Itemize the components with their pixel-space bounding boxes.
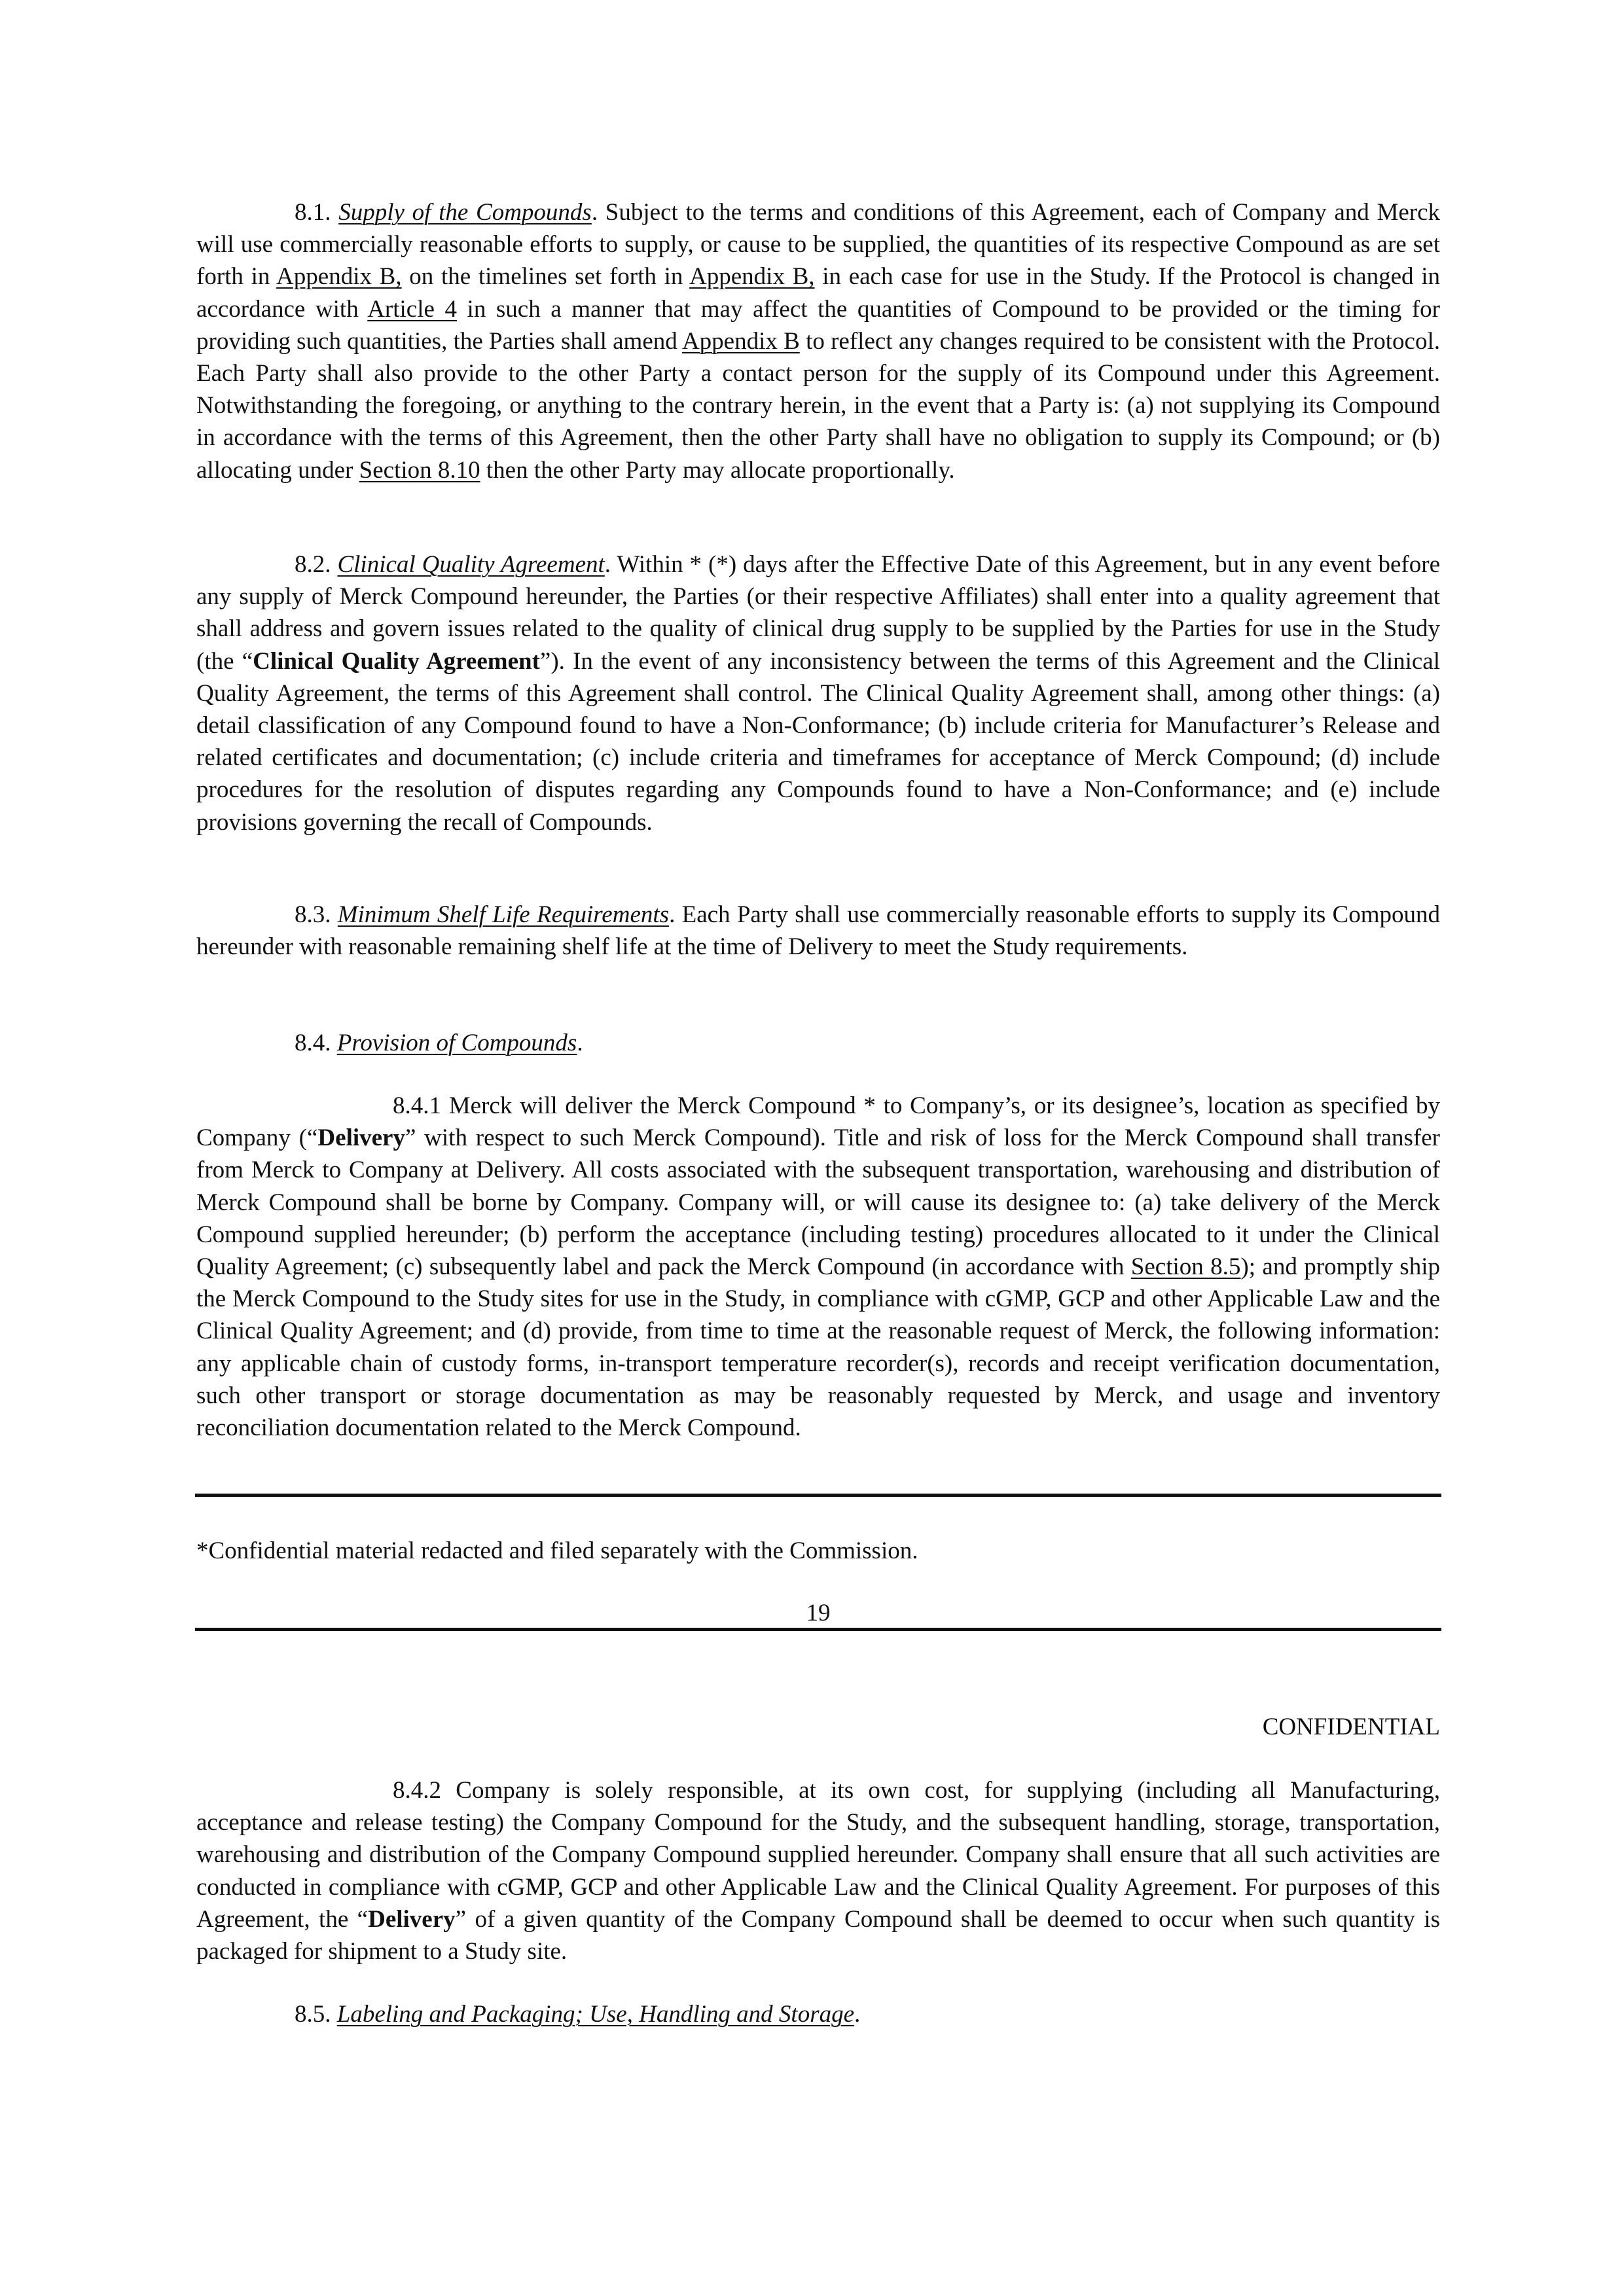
section-8-1 xyxy=(196,196,1440,486)
cross-reference: Appendix B xyxy=(681,327,800,355)
defined-term: Delivery xyxy=(317,1124,405,1152)
section-8-4-2 xyxy=(196,1774,1440,1967)
body-text: . xyxy=(854,2001,861,2028)
section-title: Clinical Quality Agreement xyxy=(337,551,605,578)
body-text: in each case for use in the Study. If the Protocol is changed in accordance with xyxy=(196,263,1440,323)
cross-reference: Article 4 xyxy=(367,295,457,323)
body-text: to reflect any changes required to be consistent with the Protocol. Each Party shall also provide to the other Party a contact person for the supply of its Compound under this Agreement. Notwithstanding the foregoing, or anything to the contrary herein, in the event that a Party is: (a) not supplying its Compound in accordance with the terms of this Agreement, then the other Party shall have no obligation to supply its Compound; or (b) allocating under xyxy=(196,327,1440,484)
section-8-2 xyxy=(196,548,1440,838)
body-text: ”). In the event of any inconsistency between the terms of this Agreement and the Clinical Quality Agreement, the terms of this Agreement shall control. The Clinical Quality Agreement shall, among other things: (a) detail classification of any Compound found to have a Non-Conformance; (b) include criteria for Manufacturer’s Release and related certificates and documentation; (c) include criteria and timeframes for acceptance of Merck Compound; (d) include procedures for the resolution of disputes regarding any Compounds found to have a Non-Conformance; and (e) include provisions governing the recall of Compounds. xyxy=(196,647,1441,836)
body-text: on the timelines set forth in xyxy=(401,263,690,291)
body-text: . Each Party shall use commercially reasonable efforts to supply its Compound hereunder with reasonable remaining shelf life at the time of Delivery to meet the Study requirements. xyxy=(196,901,1441,961)
section-8-4 xyxy=(196,1027,1440,1059)
section-number: 8.2. xyxy=(295,551,338,578)
body-text: 8.4.1 Merck will deliver the Merck Compound * to Company’s, or its designee’s, location as specified by Company (“ xyxy=(196,1092,1440,1152)
page-break-divider xyxy=(195,1628,1441,1631)
section-number: 8.5. xyxy=(295,2001,337,2028)
footnote: *Confidential material redacted and filed separately with the Commission. xyxy=(196,1537,918,1564)
footer-divider xyxy=(195,1494,1441,1497)
section-title: Supply of the Compounds xyxy=(338,199,592,226)
body-text: then the other Party may allocate proportionally. xyxy=(480,456,955,484)
section-number: 8.1. xyxy=(295,199,339,226)
body-text: . xyxy=(577,1030,583,1056)
confidential-header: CONFIDENTIAL xyxy=(1262,1713,1440,1740)
cross-reference: Appendix B, xyxy=(276,263,402,291)
body-text: 8.4.2 Company is solely responsible, at its own cost, for supplying (including all Manufacturing, acceptance and release testing) the Company Compound for the Study, and the subsequent handling, storage, transportation, warehousing and distribution of the Company Compound supplied hereunder. Company shall ensure that all such activities are conducted in compliance with cGMP, GCP and other Applicable Law and the Clinical Quality Agreement. For purposes of this Agreement, the “ xyxy=(196,1777,1440,1933)
cross-reference: Appendix B, xyxy=(689,263,815,291)
body-text: . Within * (*) days after the Effective Date of this Agreement, but in any event before any supply of Merck Compound hereunder, the Parties (or their respective Affiliates) shall enter into a quality agreement that shall address and govern issues related to the quality of clinical drug supply to be supplied by the Parties for use in the Study (the “ xyxy=(196,551,1440,675)
defined-term: Clinical Quality Agreement xyxy=(253,647,540,675)
section-8-3 xyxy=(196,899,1440,963)
body-text: ” with respect to such Merck Compound). Title and risk of loss for the Merck Compound shall transfer from Merck to Company at Delivery. All costs associated with the subsequent transportation, warehousing and distribution of Merck Compound shall be borne by Company. Company will, or will cause its designee to: (a) take delivery of the Merck Compound supplied hereunder; (b) perform the acceptance (including testing) procedures allocated to it under the Clinical Quality Agreement; (c) subsequently label and pack the Merck Compound (in accordance with xyxy=(196,1124,1440,1281)
section-number: 8.4. xyxy=(295,1030,337,1056)
section-number: 8.3. xyxy=(295,901,338,928)
body-text: . Subject to the terms and conditions of this Agreement, each of Company and Merck will use commercially reasonable efforts to supply, or cause to be supplied, the quantities of its respective Compound as are set forth in xyxy=(196,199,1441,291)
cross-reference: Section 8.5 xyxy=(1130,1253,1241,1281)
defined-term: Delivery xyxy=(368,1905,456,1933)
page-number: 19 xyxy=(806,1600,831,1626)
section-title: Labeling and Packaging; Use, Handling and Storage xyxy=(336,2001,855,2028)
body-text: in such a manner that may affect the quantities of Compound to be provided or the timing for providing such quantities, the Parties shall amend xyxy=(196,295,1440,355)
body-text: ” of a given quantity of the Company Compound shall be deemed to occur when such quantity is packaged for shipment to a Study site. xyxy=(196,1905,1440,1965)
section-title: Provision of Compounds xyxy=(336,1030,577,1056)
section-title: Minimum Shelf Life Requirements xyxy=(337,901,670,928)
body-text: ); and promptly ship the Merck Compound to the Study sites for use in the Study, in compliance with cGMP, GCP and other Applicable Law and the Clinical Quality Agreement; and (d) provide, from time to time at the reasonable request of Merck, the following information: any applicable chain of custody forms, in-transport temperature recorder(s), records and receipt verification documentation, such other transport or storage documentation as may be reasonably requested by Merck, and usage and inventory reconciliation documentation related to the Merck Compound. xyxy=(196,1253,1440,1442)
section-8-5 xyxy=(196,1998,1440,2030)
section-8-4-1 xyxy=(196,1090,1440,1444)
cross-reference: Section 8.10 xyxy=(359,456,480,484)
